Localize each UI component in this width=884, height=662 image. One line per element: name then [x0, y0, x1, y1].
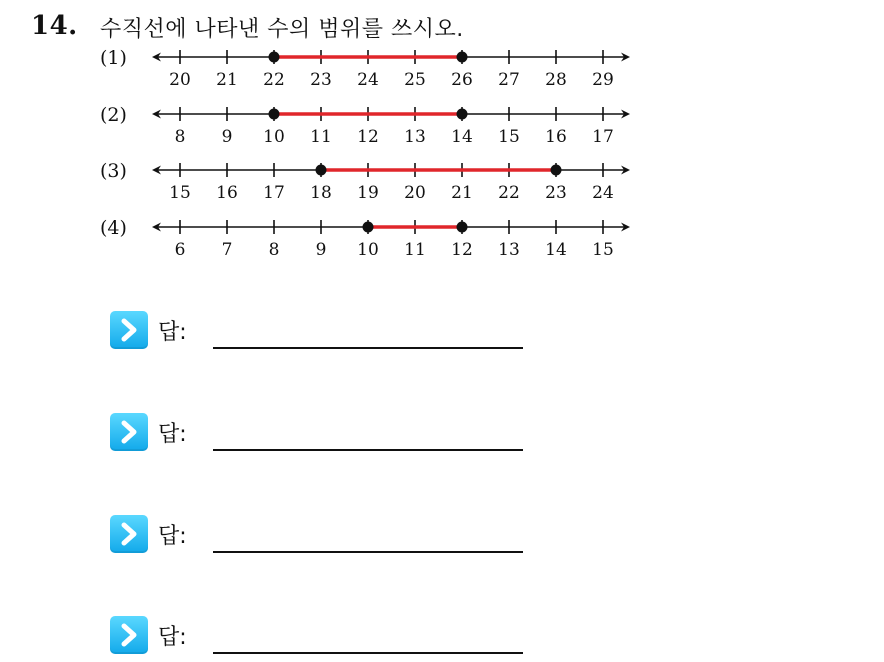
number-lines — [0, 0, 884, 270]
chevron-right-icon — [110, 413, 148, 451]
tick-label: 6 — [174, 240, 186, 260]
answer-label: 답: — [158, 320, 187, 345]
answer-label: 답: — [158, 524, 187, 549]
tick-label: 21 — [451, 183, 473, 203]
tick-label: 17 — [592, 127, 614, 147]
chevron-right-icon — [110, 311, 148, 349]
range-end-point — [457, 109, 468, 120]
tick-label: 10 — [357, 240, 379, 260]
range-start-point — [269, 109, 280, 120]
tick-label: 14 — [451, 127, 473, 147]
tick-label: 21 — [216, 70, 238, 90]
tick-label: 15 — [498, 127, 520, 147]
answer-label: 답: — [158, 625, 187, 650]
range-end-point — [457, 222, 468, 233]
tick-label: 20 — [169, 70, 191, 90]
tick-label: 11 — [404, 240, 426, 260]
tick-label: 14 — [545, 240, 567, 260]
tick-label: 25 — [404, 70, 426, 90]
tick-label: 24 — [592, 183, 614, 203]
tick-label: 12 — [357, 127, 379, 147]
number-line-label: (4) — [100, 217, 127, 239]
tick-label: 19 — [357, 183, 379, 203]
tick-label: 9 — [315, 240, 327, 260]
tick-label: 11 — [310, 127, 332, 147]
number-line-label: (2) — [100, 104, 127, 126]
answer-row-4 — [110, 616, 530, 662]
tick-label: 22 — [498, 183, 520, 203]
tick-label: 18 — [310, 183, 332, 203]
range-start-point — [316, 165, 327, 176]
answer-blank-1[interactable] — [213, 347, 523, 349]
tick-label: 22 — [263, 70, 285, 90]
tick-label: 9 — [221, 127, 233, 147]
tick-label: 16 — [545, 127, 567, 147]
answer-row-2 — [110, 413, 530, 459]
tick-label: 13 — [404, 127, 426, 147]
range-end-point — [457, 52, 468, 63]
tick-label: 23 — [545, 183, 567, 203]
answer-label: 답: — [158, 422, 187, 447]
tick-label: 12 — [451, 240, 473, 260]
answer-blank-2[interactable] — [213, 449, 523, 451]
answer-row-1 — [110, 311, 530, 357]
question-number: 14. — [31, 11, 78, 41]
range-start-point — [269, 52, 280, 63]
tick-label: 20 — [404, 183, 426, 203]
chevron-right-icon — [110, 616, 148, 654]
tick-label: 28 — [545, 70, 567, 90]
tick-label: 26 — [451, 70, 473, 90]
tick-label: 17 — [263, 183, 285, 203]
question-text: 수직선에 나타낸 수의 범위를 쓰시오. — [100, 17, 464, 42]
tick-label: 15 — [169, 183, 191, 203]
tick-label: 29 — [592, 70, 614, 90]
tick-label: 16 — [216, 183, 238, 203]
tick-label: 15 — [592, 240, 614, 260]
answer-blank-4[interactable] — [213, 652, 523, 654]
number-line-label: (1) — [100, 47, 127, 69]
tick-label: 10 — [263, 127, 285, 147]
number-line-label: (3) — [100, 160, 127, 182]
tick-label: 27 — [498, 70, 520, 90]
range-end-point — [551, 165, 562, 176]
tick-label: 8 — [268, 240, 280, 260]
answer-row-3 — [110, 515, 530, 561]
tick-label: 24 — [357, 70, 379, 90]
range-start-point — [363, 222, 374, 233]
tick-label: 7 — [221, 240, 233, 260]
chevron-right-icon — [110, 515, 148, 553]
tick-label: 13 — [498, 240, 520, 260]
tick-label: 23 — [310, 70, 332, 90]
answer-blank-3[interactable] — [213, 551, 523, 553]
tick-label: 8 — [174, 127, 186, 147]
